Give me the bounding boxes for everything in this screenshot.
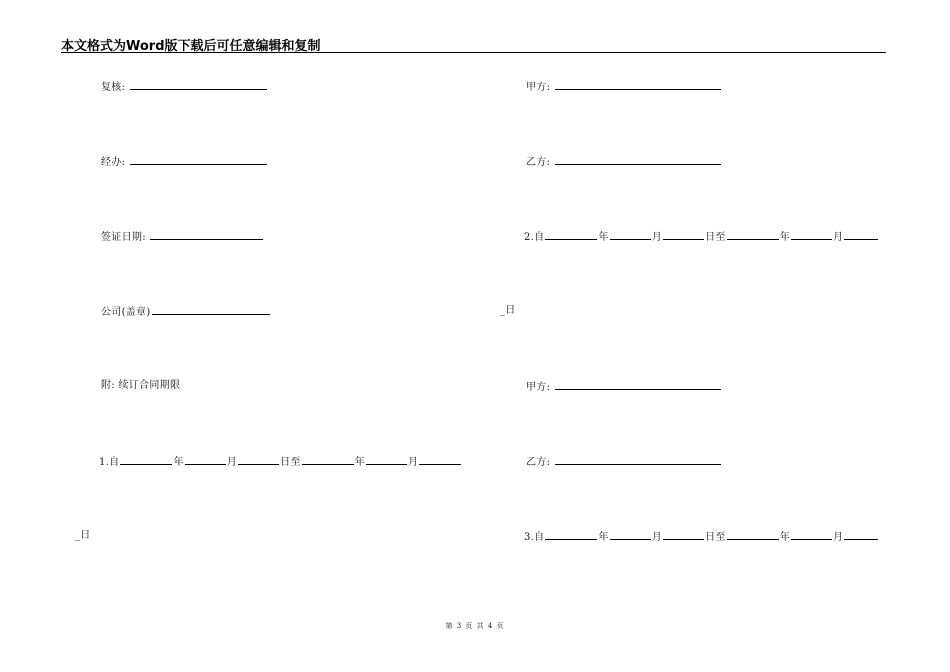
term-3-end-month-field[interactable] <box>791 529 832 540</box>
review-row <box>101 79 268 95</box>
term-1-end-year-label: 年 <box>354 457 365 468</box>
term-1-month-label: 月 <box>226 457 238 468</box>
term-1-row <box>99 454 462 470</box>
party-a-label-2: 甲方: <box>526 382 551 393</box>
party-a-label-1: 甲方: <box>526 82 551 93</box>
term-1-start-month-field[interactable] <box>185 454 226 465</box>
header-rule <box>61 52 886 53</box>
term-2-start-year-field[interactable] <box>545 229 597 240</box>
term-2-start-month-field[interactable] <box>610 229 651 240</box>
company-seal-field[interactable] <box>152 304 270 315</box>
term-3-month-label: 月 <box>651 532 663 543</box>
appendix-heading: 附: 续订合同期限 <box>101 380 181 391</box>
term-1-day-to-label: 日至 <box>280 457 301 468</box>
party-b-field-1[interactable] <box>555 154 721 165</box>
term-3-end-day-field[interactable] <box>844 529 878 540</box>
document-header-title: 本文格式为Word版下载后可任意编辑和复制 <box>61 39 321 54</box>
term-2-end-year-field[interactable] <box>727 229 779 240</box>
term-2-start-day-field[interactable] <box>663 229 704 240</box>
handler-label: 经办: <box>101 157 126 168</box>
review-field[interactable] <box>130 79 267 90</box>
term-3-year-label: 年 <box>598 532 609 543</box>
term-2-day-to-label: 日至 <box>705 232 726 243</box>
term-3-number: 3.自 <box>524 532 545 543</box>
party-b-row-1 <box>526 154 722 170</box>
party-b-row-2 <box>526 454 722 470</box>
review-label: 复核: <box>101 82 126 93</box>
sign-date-row <box>101 229 264 245</box>
term-1-end-month-label: 月 <box>408 457 419 468</box>
sign-date-label: 签证日期: <box>101 232 146 243</box>
term-1-end-year-field[interactable] <box>302 454 354 465</box>
company-label: 公司(盖章) <box>101 307 151 318</box>
term-2-day-continuation: _日 <box>500 305 516 316</box>
party-a-field-2[interactable] <box>555 379 721 390</box>
term-1-year-label: 年 <box>173 457 184 468</box>
term-2-month-label: 月 <box>651 232 663 243</box>
handler-field[interactable] <box>130 154 267 165</box>
term-2-end-year-label: 年 <box>779 232 790 243</box>
term-2-end-month-field[interactable] <box>791 229 832 240</box>
term-1-number: 1.自 <box>99 457 120 468</box>
party-a-field-1[interactable] <box>555 79 721 90</box>
handler-row <box>101 154 268 170</box>
term-3-end-year-field[interactable] <box>727 529 779 540</box>
term-3-end-month-label: 月 <box>833 532 844 543</box>
party-a-row-1 <box>526 79 722 95</box>
term-3-end-year-label: 年 <box>779 532 790 543</box>
term-3-day-to-label: 日至 <box>705 532 726 543</box>
term-3-start-year-field[interactable] <box>545 529 597 540</box>
sign-date-field[interactable] <box>150 229 263 240</box>
term-1-start-year-field[interactable] <box>120 454 172 465</box>
term-1-start-day-field[interactable] <box>238 454 279 465</box>
party-b-label-2: 乙方: <box>526 457 551 468</box>
term-1-day-continuation: _日 <box>75 530 91 541</box>
term-2-end-day-field[interactable] <box>844 229 878 240</box>
party-a-row-2 <box>526 379 722 395</box>
page-number: 第 3 页 共 4 页 <box>445 622 505 630</box>
term-1-end-month-field[interactable] <box>366 454 407 465</box>
term-3-start-month-field[interactable] <box>610 529 651 540</box>
term-3-row <box>524 529 879 545</box>
term-2-end-month-label: 月 <box>833 232 844 243</box>
party-b-field-2[interactable] <box>555 454 721 465</box>
term-2-row <box>524 229 879 245</box>
term-2-number: 2.自 <box>524 232 545 243</box>
term-1-end-day-field[interactable] <box>419 454 461 465</box>
company-row <box>101 304 271 320</box>
party-b-label-1: 乙方: <box>526 157 551 168</box>
term-2-year-label: 年 <box>598 232 609 243</box>
term-3-start-day-field[interactable] <box>663 529 704 540</box>
